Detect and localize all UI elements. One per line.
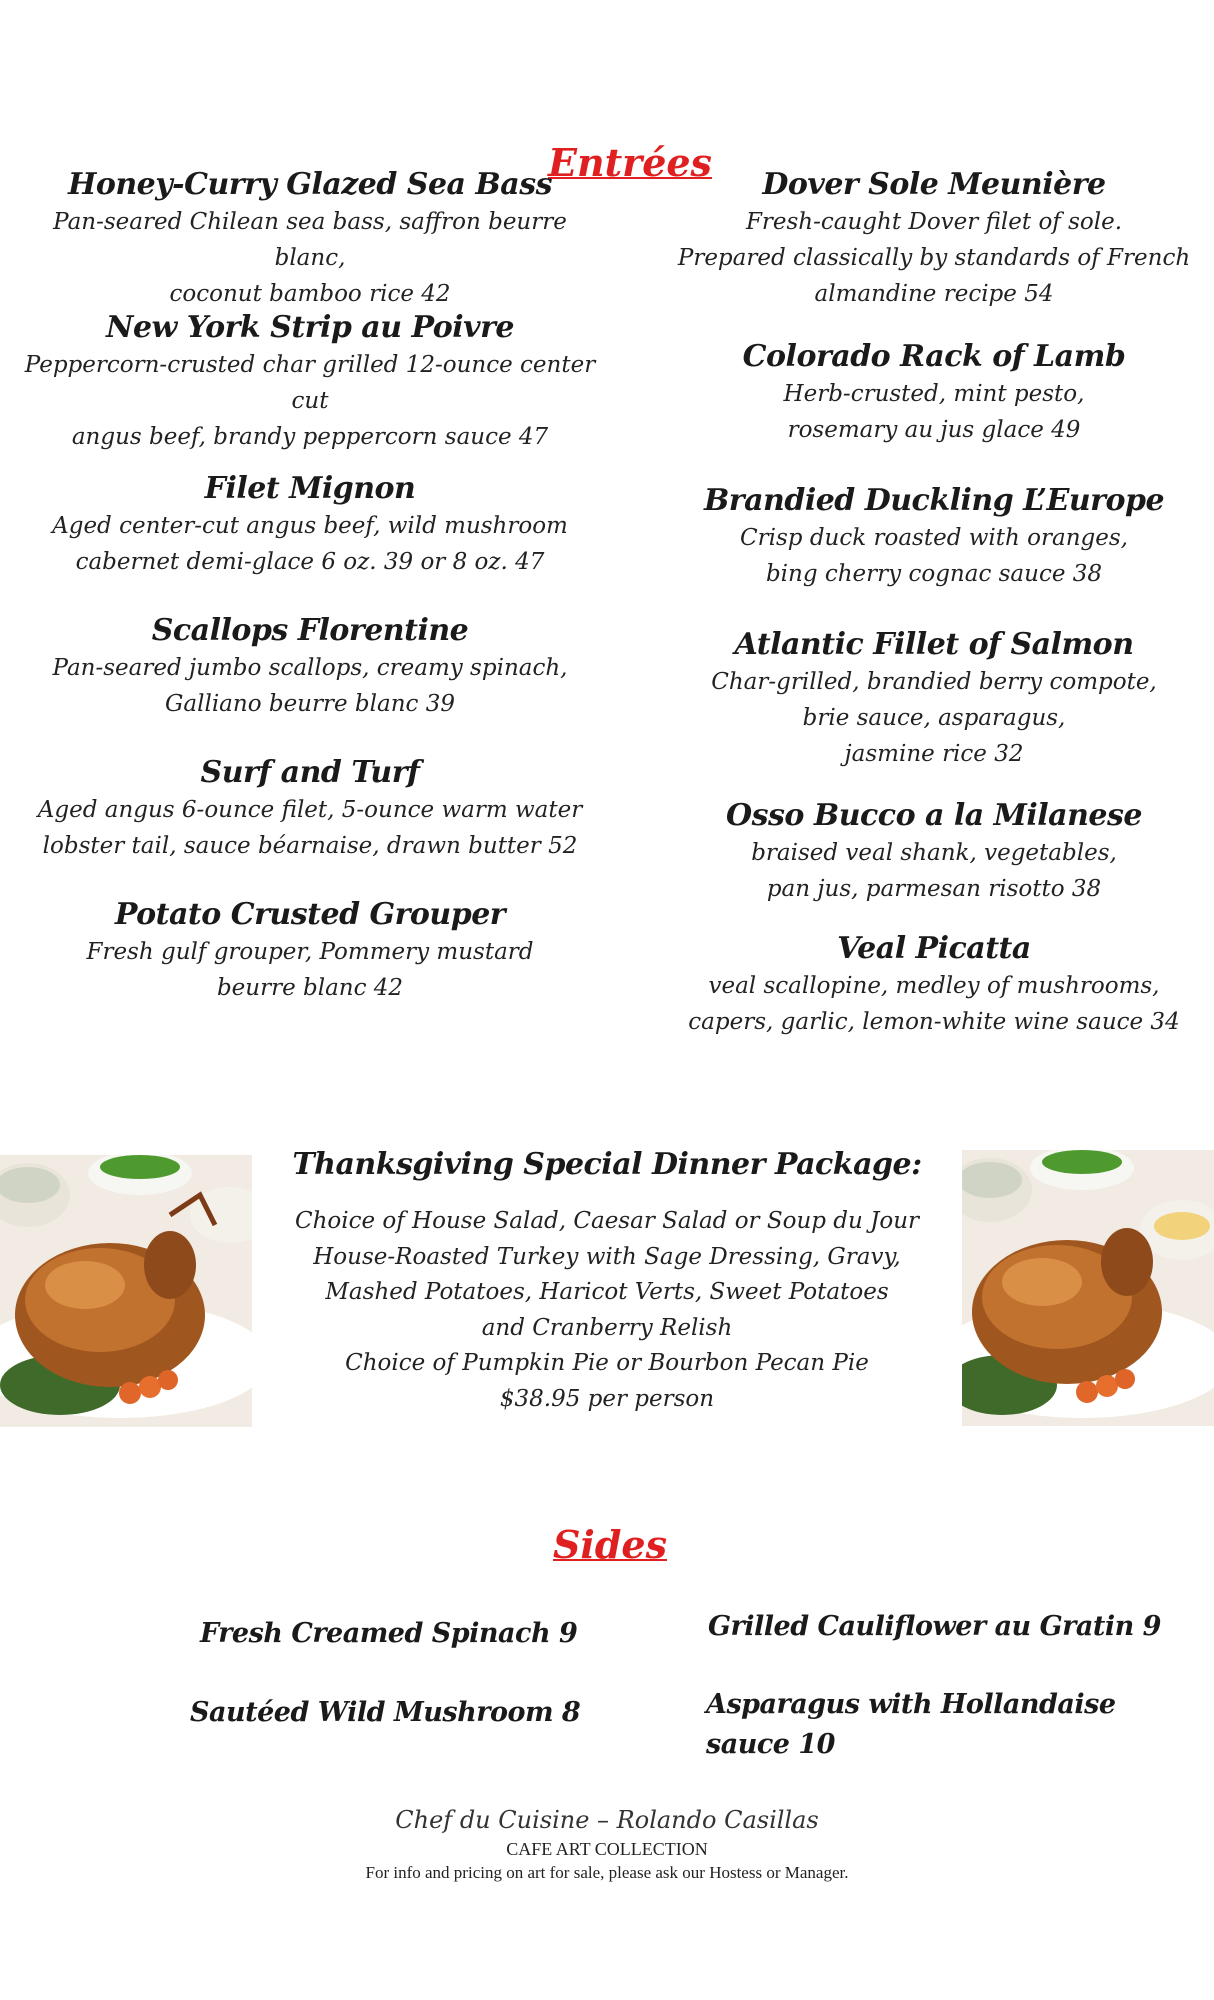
- menu-item-dover-sole: [664, 166, 1204, 312]
- roast-turkey-icon: [0, 1155, 252, 1427]
- item-desc-line: bing cherry cognac sauce 38: [765, 561, 1103, 587]
- entrees-title: Entrées: [548, 140, 712, 185]
- package-description: [262, 1204, 952, 1417]
- menu-item-scallops: [20, 612, 600, 722]
- art-collection: CAFE ART COLLECTION: [506, 1839, 708, 1859]
- roast-turkey-image-left: [0, 1155, 252, 1427]
- chef-credit: Chef du Cuisine – Rolando Casillas: [395, 1806, 819, 1834]
- side-item-cauliflower: Grilled Cauliflower au Gratin 9: [708, 1611, 1161, 1642]
- item-desc-line: almandine recipe 54: [814, 281, 1054, 307]
- side-item-asparagus: Asparagus with Hollandaise: [706, 1689, 1116, 1720]
- item-name: Osso Bucco a la Milanese: [726, 798, 1142, 833]
- roast-turkey-image-right: [962, 1150, 1214, 1426]
- menu-item-ny-strip: [10, 309, 610, 455]
- art-info: For info and pricing on art for sale, please ask our Hostess or Manager.: [365, 1863, 849, 1882]
- item-desc-line: coconut bamboo rice 42: [169, 281, 451, 307]
- item-desc-line: Aged angus 6-ounce filet, 5-ounce warm water: [37, 797, 583, 823]
- menu-item-surf-turf: [20, 754, 600, 864]
- item-desc-line: angus beef, brandy peppercorn sauce 47: [71, 424, 549, 450]
- menu-item-osso-bucco: [664, 797, 1204, 907]
- item-desc-line: rosemary au jus glace 49: [787, 417, 1081, 443]
- item-name: New York Strip au Poivre: [106, 310, 514, 345]
- menu-item-rack-of-lamb: [664, 338, 1204, 448]
- item-desc-line: lobster tail, sauce béarnaise, drawn butter 52: [42, 833, 578, 859]
- package-line: Choice of House Salad, Caesar Salad or Soup du Jour: [294, 1208, 920, 1234]
- menu-item-filet-mignon: [20, 470, 600, 580]
- item-desc-line: Prepared classically by standards of French: [677, 245, 1191, 271]
- roast-turkey-icon: [962, 1150, 1214, 1426]
- package-line: House-Roasted Turkey with Sage Dressing, Gravy,: [313, 1243, 901, 1270]
- menu-item-duckling: [664, 482, 1204, 592]
- side-item-mushroom: Sautéed Wild Mushroom 8: [190, 1697, 581, 1728]
- item-desc-line: capers, garlic, lemon-white wine sauce 34: [688, 1009, 1180, 1035]
- item-name: Potato Crusted Grouper: [114, 897, 506, 932]
- side-item-asparagus-cont: sauce 10: [706, 1729, 835, 1760]
- item-desc-line: Pan-seared jumbo scallops, creamy spinach,: [52, 655, 568, 681]
- item-desc-line: brie sauce, asparagus,: [802, 705, 1066, 731]
- package-line: and Cranberry Relish: [481, 1314, 733, 1341]
- package-line: Mashed Potatoes, Haricot Verts, Sweet Potatoes: [325, 1279, 889, 1305]
- item-name: Surf and Turf: [200, 755, 420, 790]
- item-name: Atlantic Fillet of Salmon: [734, 627, 1134, 662]
- item-desc-line: braised veal shank, vegetables,: [751, 840, 1117, 866]
- menu-item-veal-picatta: [664, 930, 1204, 1040]
- item-name: Honey-Curry Glazed Sea Bass: [67, 167, 553, 202]
- item-name: Brandied Duckling L’Europe: [703, 483, 1165, 518]
- item-desc-line: beurre blanc 42: [216, 975, 404, 1001]
- item-desc-line: Char-grilled, brandied berry compote,: [711, 669, 1157, 695]
- item-desc-line: Peppercorn-crusted char grilled 12-ounce center cut: [24, 352, 596, 414]
- sides-title: Sides: [552, 1522, 668, 1567]
- menu-item-salmon: [664, 626, 1204, 772]
- item-name: Veal Picatta: [837, 931, 1031, 966]
- item-desc-line: Herb-crusted, mint pesto,: [783, 381, 1085, 407]
- item-desc-line: cabernet demi-glace 6 oz. 39 or 8 oz. 47: [75, 549, 545, 575]
- menu-item-grouper: [20, 896, 600, 1006]
- package-price: $38.95 per person: [499, 1385, 715, 1412]
- item-desc-line: Aged center-cut angus beef, wild mushroom: [52, 513, 568, 539]
- item-desc-line: veal scallopine, medley of mushrooms,: [708, 973, 1160, 999]
- item-name: Dover Sole Meunière: [762, 167, 1106, 202]
- item-desc-line: Fresh-caught Dover filet of sole.: [745, 209, 1123, 235]
- item-desc-line: Crisp duck roasted with oranges,: [740, 525, 1128, 551]
- item-desc-line: pan jus, parmesan risotto 38: [766, 876, 1102, 902]
- item-desc-line: Pan-seared Chilean sea bass, saffron beurre blanc,: [53, 209, 567, 271]
- item-desc-line: jasmine rice 32: [844, 741, 1024, 767]
- side-item-spinach: Fresh Creamed Spinach 9: [200, 1618, 578, 1649]
- package-title: Thanksgiving Special Dinner Package:: [292, 1147, 922, 1182]
- item-desc-line: Galliano beurre blanc 39: [165, 691, 455, 717]
- menu-item-sea-bass: [20, 166, 600, 312]
- item-name: Scallops Florentine: [151, 613, 469, 648]
- item-desc-line: Fresh gulf grouper, Pommery mustard: [86, 939, 534, 965]
- package-line: Choice of Pumpkin Pie or Bourbon Pecan Pie: [345, 1350, 869, 1376]
- item-name: Colorado Rack of Lamb: [742, 339, 1126, 374]
- item-name: Filet Mignon: [204, 471, 416, 506]
